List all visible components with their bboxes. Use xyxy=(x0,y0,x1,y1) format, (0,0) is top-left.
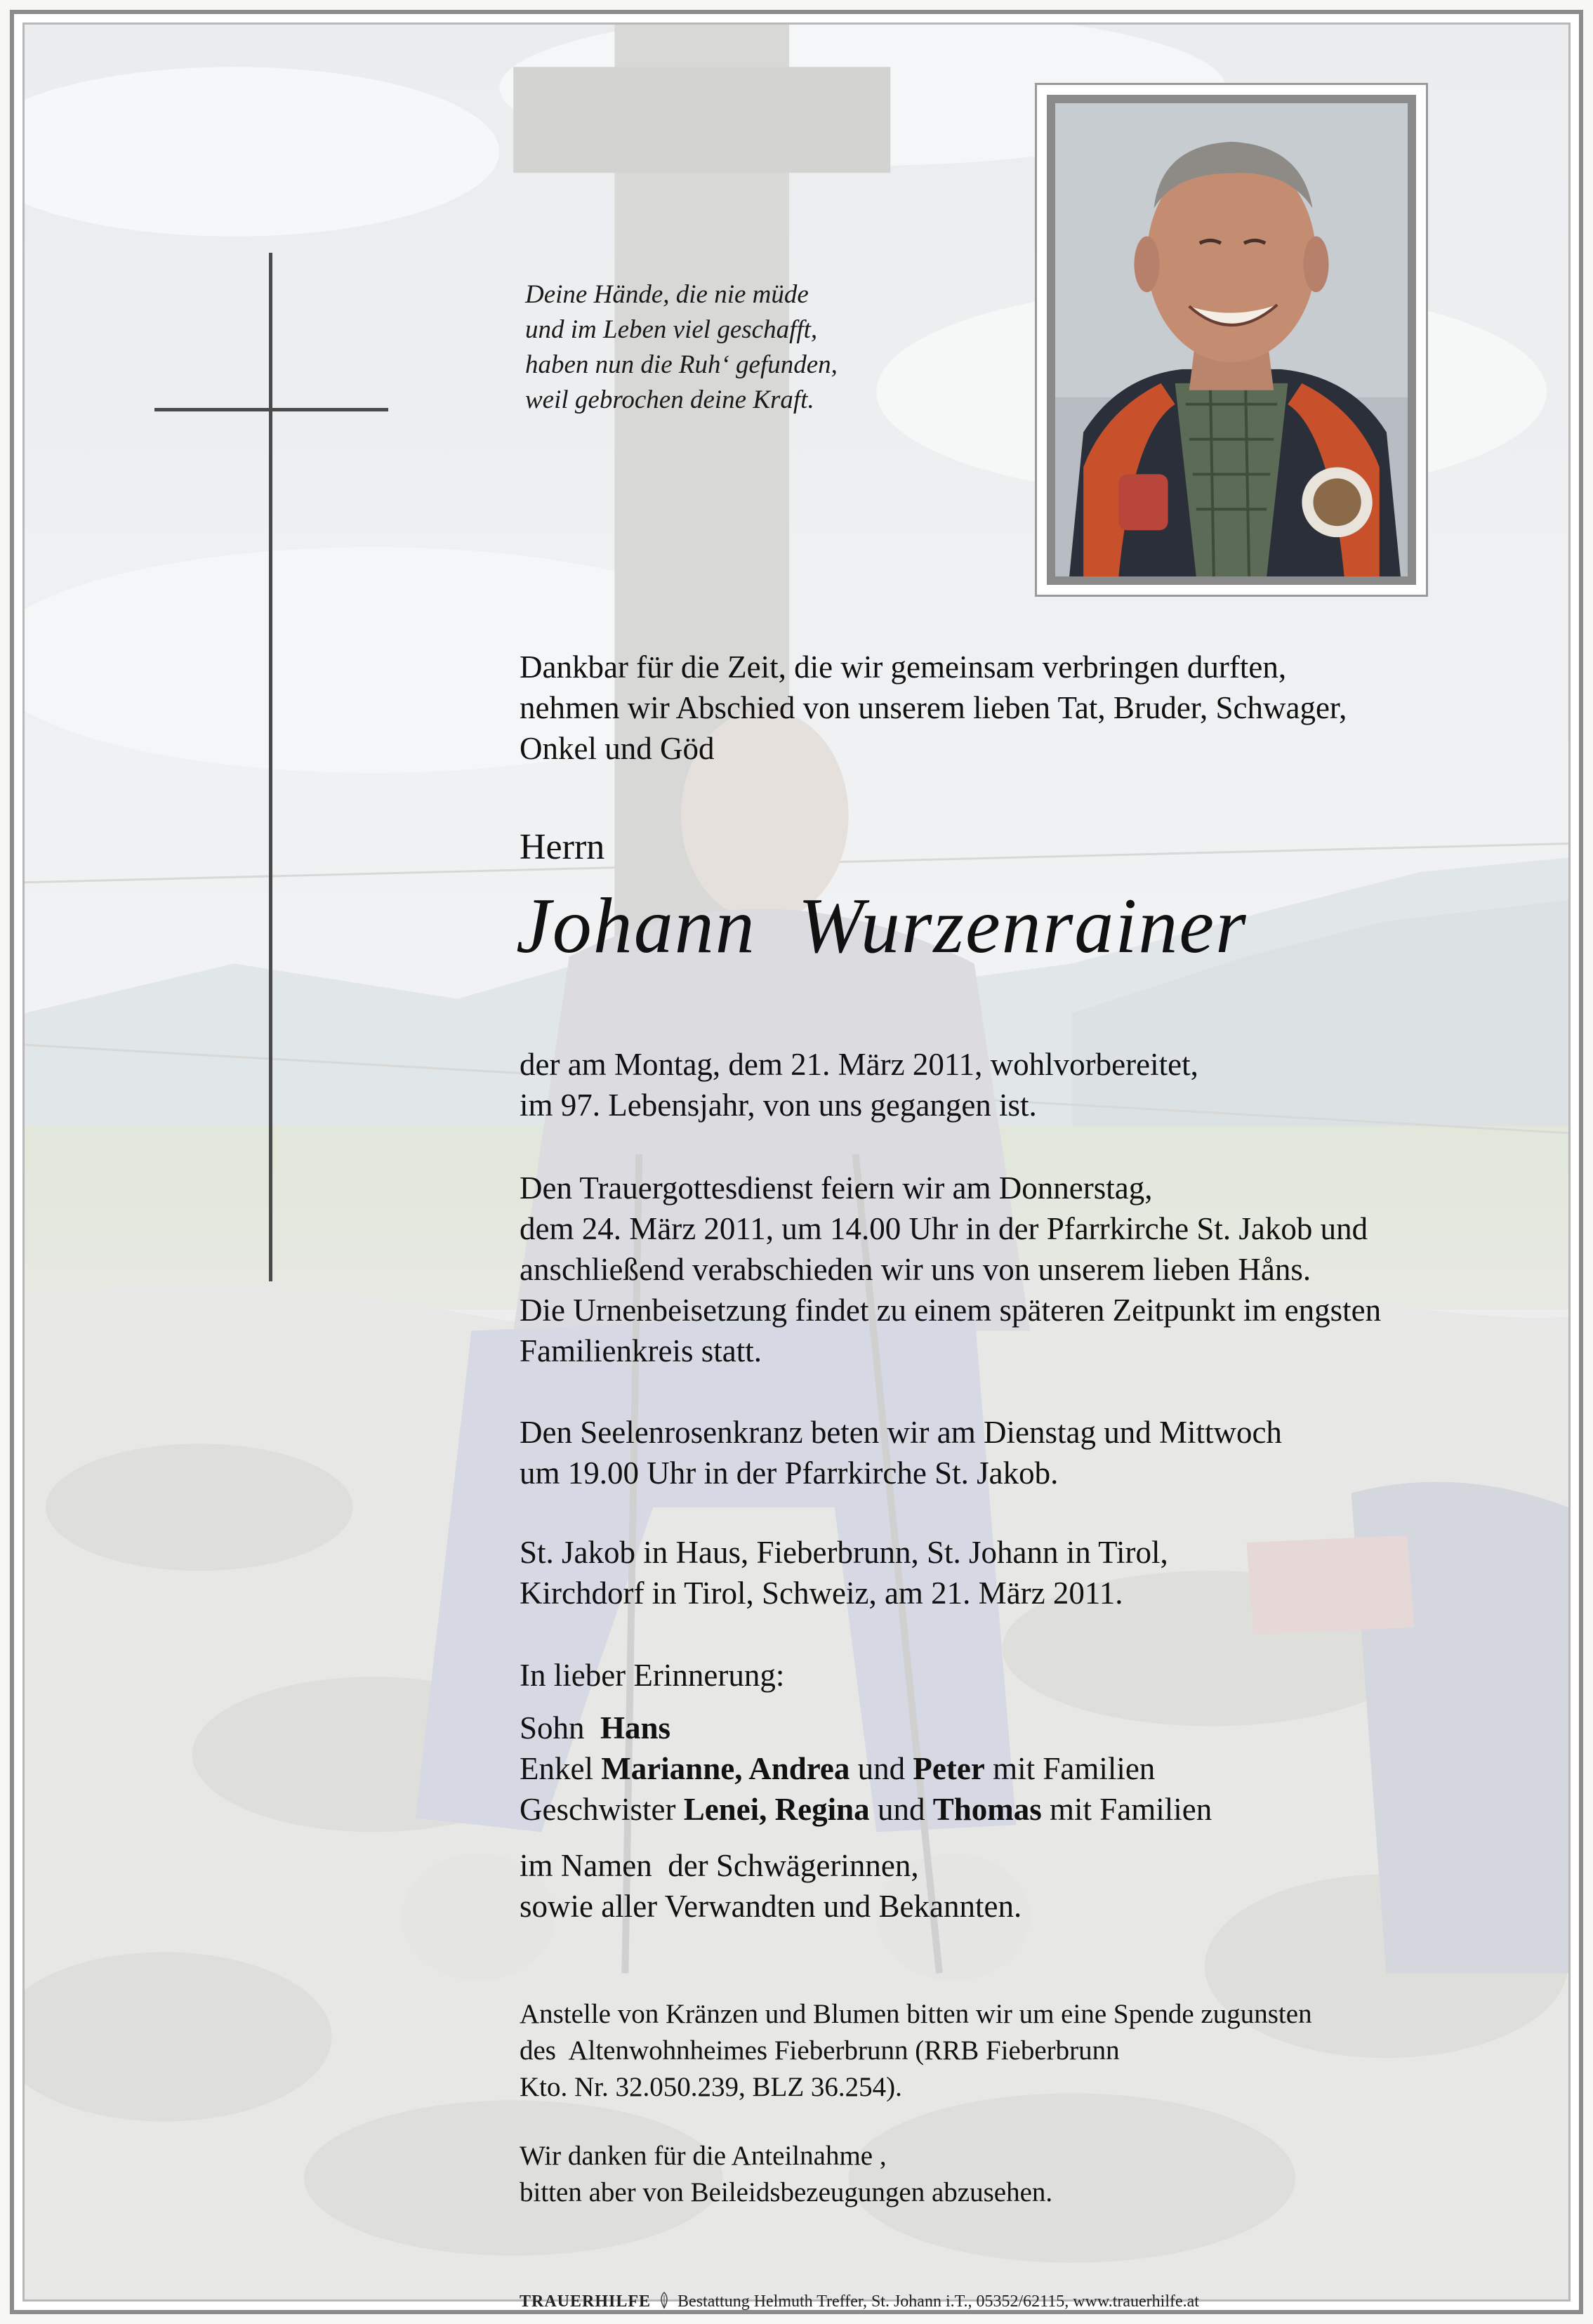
family-grandchildren xyxy=(520,1748,1212,1789)
cross-vertical-bar xyxy=(269,253,272,1281)
grandchild-name: Peter xyxy=(913,1751,985,1786)
verse-line: weil gebrochen deine Kraft. xyxy=(525,385,814,414)
rosary-paragraph xyxy=(520,1412,1282,1493)
family-list xyxy=(520,1708,1212,1830)
sibling-name: Thomas xyxy=(932,1792,1042,1827)
cross-horizontal-bar xyxy=(154,408,388,411)
thanks-line: Wir danken für die Anteilnahme , xyxy=(520,2141,887,2171)
closing-line: im Namen der Schwägerinnen, xyxy=(520,1848,919,1883)
siblings-names: Lenei, Regina xyxy=(683,1792,870,1827)
family-son xyxy=(520,1708,1212,1748)
donation-paragraph xyxy=(520,1996,1312,2106)
leaf-logo-icon xyxy=(658,2291,670,2309)
funeral-paragraph xyxy=(520,1168,1381,1371)
death-line: der am Montag, dem 21. März 2011, wohlvorbereitet, xyxy=(520,1047,1198,1082)
family-siblings xyxy=(520,1789,1212,1830)
conjunction: und xyxy=(857,1751,906,1786)
portrait-frame xyxy=(1035,83,1428,597)
funeral-line: anschließend verabschieden wir uns von unserem lieben Håns. xyxy=(520,1252,1311,1287)
funeral-line: dem 24. März 2011, um 14.00 Uhr in der Pfarrkirche St. Jakob und xyxy=(520,1211,1368,1246)
intro-line: Dankbar für die Zeit, die wir gemeinsam verbringen durften, xyxy=(520,649,1287,685)
with-families: mit Familien xyxy=(993,1751,1156,1786)
salutation: Herrn xyxy=(520,827,605,867)
footer xyxy=(520,2291,1199,2311)
closing-line: sowie aller Verwandten und Bekannten. xyxy=(520,1889,1022,1924)
thanks-line: bitten aber von Beileidsbezeugungen abzusehen. xyxy=(520,2177,1053,2207)
siblings-label: Geschwister xyxy=(520,1792,676,1827)
funeral-line: Familienkreis statt. xyxy=(520,1333,762,1368)
intro-line: nehmen wir Abschied von unserem lieben Tat, Bruder, Schwager, xyxy=(520,690,1347,725)
donation-line: Anstelle von Kränzen und Blumen bitten wir um eine Spende zugunsten xyxy=(520,1999,1312,2029)
memorial-verse xyxy=(525,277,918,418)
son-label: Sohn xyxy=(520,1710,585,1745)
rosary-line: um 19.00 Uhr in der Pfarrkirche St. Jakob. xyxy=(520,1455,1059,1491)
funeral-line: Die Urnenbeisetzung findet zu einem späteren Zeitpunkt im engsten xyxy=(520,1293,1382,1328)
verse-line: und im Leben viel geschafft, xyxy=(525,315,818,344)
place-date-paragraph xyxy=(520,1532,1168,1613)
portrait-mat xyxy=(1047,95,1416,585)
death-line: im 97. Lebensjahr, von uns gegangen ist. xyxy=(520,1088,1037,1123)
grandchildren-label: Enkel xyxy=(520,1751,593,1786)
with-families: mit Familien xyxy=(1049,1792,1212,1827)
place-date-line: St. Jakob in Haus, Fieberbrunn, St. Johann in Tirol, xyxy=(520,1535,1168,1570)
death-paragraph xyxy=(520,1044,1198,1125)
funeral-line: Den Trauergottesdienst feiern wir am Donnerstag, xyxy=(520,1170,1153,1206)
footer-brand: TRAUERHILFE xyxy=(520,2292,652,2311)
thanks-paragraph xyxy=(520,2138,1052,2211)
intro-line: Onkel und Göd xyxy=(520,731,715,766)
place-date-line: Kirchdorf in Tirol, Schweiz, am 21. März 2011. xyxy=(520,1576,1123,1611)
grandchildren-names: Marianne, Andrea xyxy=(601,1751,850,1786)
donation-line: des Altenwohnheimes Fieberbrunn (RRB Fieberbrunn xyxy=(520,2035,1120,2066)
verse-line: haben nun die Ruh‘ gefunden, xyxy=(525,350,838,379)
son-name: Hans xyxy=(600,1710,671,1745)
remembrance-heading: In lieber Erinnerung: xyxy=(520,1658,785,1693)
conjunction: und xyxy=(877,1792,925,1827)
rosary-line: Den Seelenrosenkranz beten wir am Dienstag und Mittwoch xyxy=(520,1415,1282,1450)
portrait-photo xyxy=(1055,103,1408,576)
deceased-name: Johann Wurzenrainer xyxy=(516,883,1248,970)
donation-line: Kto. Nr. 32.050.239, BLZ 36.254). xyxy=(520,2072,902,2102)
footer-text: Bestattung Helmuth Treffer, St. Johann i.T., 05352/62115, www.trauerhilfe.at xyxy=(677,2292,1199,2311)
verse-line: Deine Hände, die nie müde xyxy=(525,280,809,309)
closing-family-paragraph xyxy=(520,1845,1022,1927)
intro-paragraph xyxy=(520,647,1347,769)
